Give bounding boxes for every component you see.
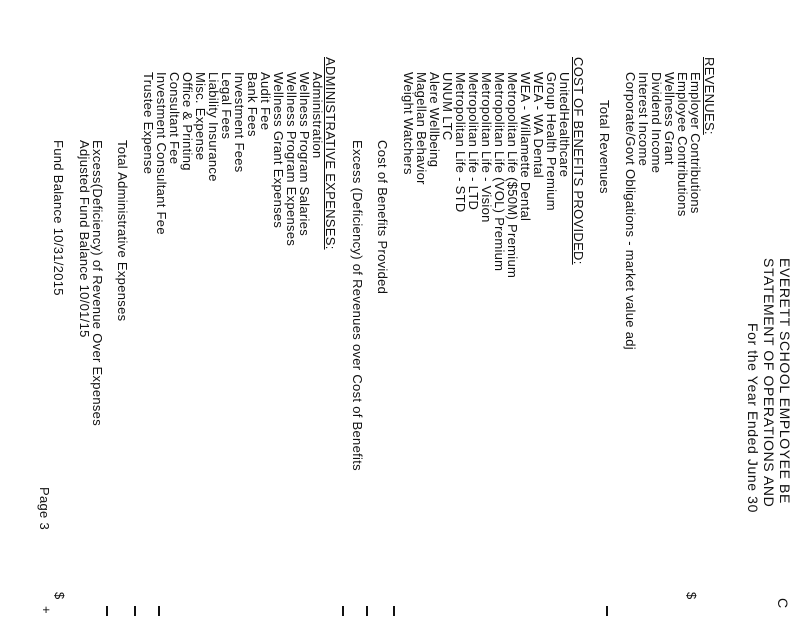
benefit-item: Weight Watchers [401, 72, 416, 175]
admin-expense-item: Liability Insurance [206, 72, 221, 182]
admin-expense-item: Audit Fee [258, 72, 273, 131]
cost-of-benefits-total-label: Cost of Benefits Provided [375, 140, 390, 295]
revenue-item: Corporate/Govt Obligations - market value adj [623, 72, 638, 350]
admin-items-rule [158, 606, 160, 616]
admin-expense-item: Misc. Expense [193, 72, 208, 161]
admin-expense-item: Investment Consultant Fee [154, 72, 169, 235]
admin-expense-item: Office & Printing [180, 72, 195, 171]
revenues-heading: REVENUES: [702, 57, 717, 135]
excess-benefits-rule [366, 606, 368, 616]
admin-expense-item: Trustee Expense [141, 72, 156, 175]
cost-of-benefits-heading: COST OF BENEFITS PROVIDED: [571, 57, 586, 265]
column-letter: C [775, 598, 791, 609]
revenue-item: Wellness Grant [662, 72, 677, 165]
admin-expense-item: Investment Fees [232, 72, 247, 173]
benefit-item: WEA - WA Dental [531, 72, 546, 178]
total-admin-expenses-label: Total Administrative Expenses [115, 140, 130, 322]
admin-expense-item: Consultant Fee [167, 72, 182, 165]
benefit-item: WEA - Willamette Dental [518, 72, 533, 222]
total-revenues-rule [606, 606, 608, 616]
admin-heading-rule [342, 606, 344, 616]
admin-expense-item: Legal Fees [219, 72, 234, 140]
excess-over-expenses-label: Excess(Deficiency) of Revenue Over Expenses [90, 140, 105, 427]
fund-plus-mark: + [39, 606, 54, 614]
benefit-item: Metropolitan Life - Vision [479, 72, 494, 223]
benefit-item: Group Health Premium [544, 72, 559, 211]
revenue-item: Interest Income [636, 72, 651, 167]
benefit-item: Metropolitan Life (VOL) Premium [492, 72, 507, 272]
statement-title-line3: For the Year Ended June 30 [745, 323, 761, 513]
benefit-item: UNUM LTC [440, 72, 455, 141]
excess-over-benefits-label: Excess (Deficiency) of Revenues over Cost of Benefits [350, 140, 365, 471]
admin-expense-item: Administration [310, 72, 325, 159]
excess-expenses-rule [106, 606, 108, 616]
benefit-item: Magellan Behavior [414, 72, 429, 185]
benefit-item: UnitedHealthcare [557, 72, 572, 178]
statement-title-line1: EVERETT SCHOOL EMPLOYEE BE [777, 258, 793, 504]
fund-dollar-sign: $ [52, 592, 67, 600]
admin-expense-item: Wellness Grant Expenses [271, 72, 286, 229]
admin-expenses-heading: ADMINISTRATIVE EXPENSES: [323, 57, 338, 250]
benefit-item: Metropolitan Life - LTD [466, 72, 481, 211]
admin-expense-item: Wellness Program Expenses [284, 72, 299, 247]
revenue-dollar-sign: $ [684, 592, 699, 600]
adjusted-fund-balance-label: Adjusted Fund Balance 10/01/15 [77, 140, 92, 338]
admin-expense-item: Bank Fees [245, 72, 260, 137]
cost-total-rule [393, 606, 395, 616]
admin-total-rule [134, 606, 136, 616]
revenue-item: Employer Contributions [688, 72, 703, 214]
revenue-item: Employee Contributions [675, 72, 690, 217]
admin-expense-item: Wellness Program Salaries [297, 72, 312, 237]
page-number: Page 3 [37, 487, 52, 531]
total-revenues-label: Total Revenues [597, 100, 612, 194]
benefit-item: Metropolitan Life ($50M) Premium [505, 72, 520, 279]
statement-title-line2: STATEMENT OF OPERATIONS AND [761, 258, 777, 508]
revenue-item: Dividend Income [649, 72, 664, 174]
fund-balance-label: Fund Balance 10/31/2015 [51, 140, 66, 296]
benefit-item: Alere Wellbeing [427, 72, 442, 168]
benefit-item: Metropolitan Life - STD [453, 72, 468, 213]
